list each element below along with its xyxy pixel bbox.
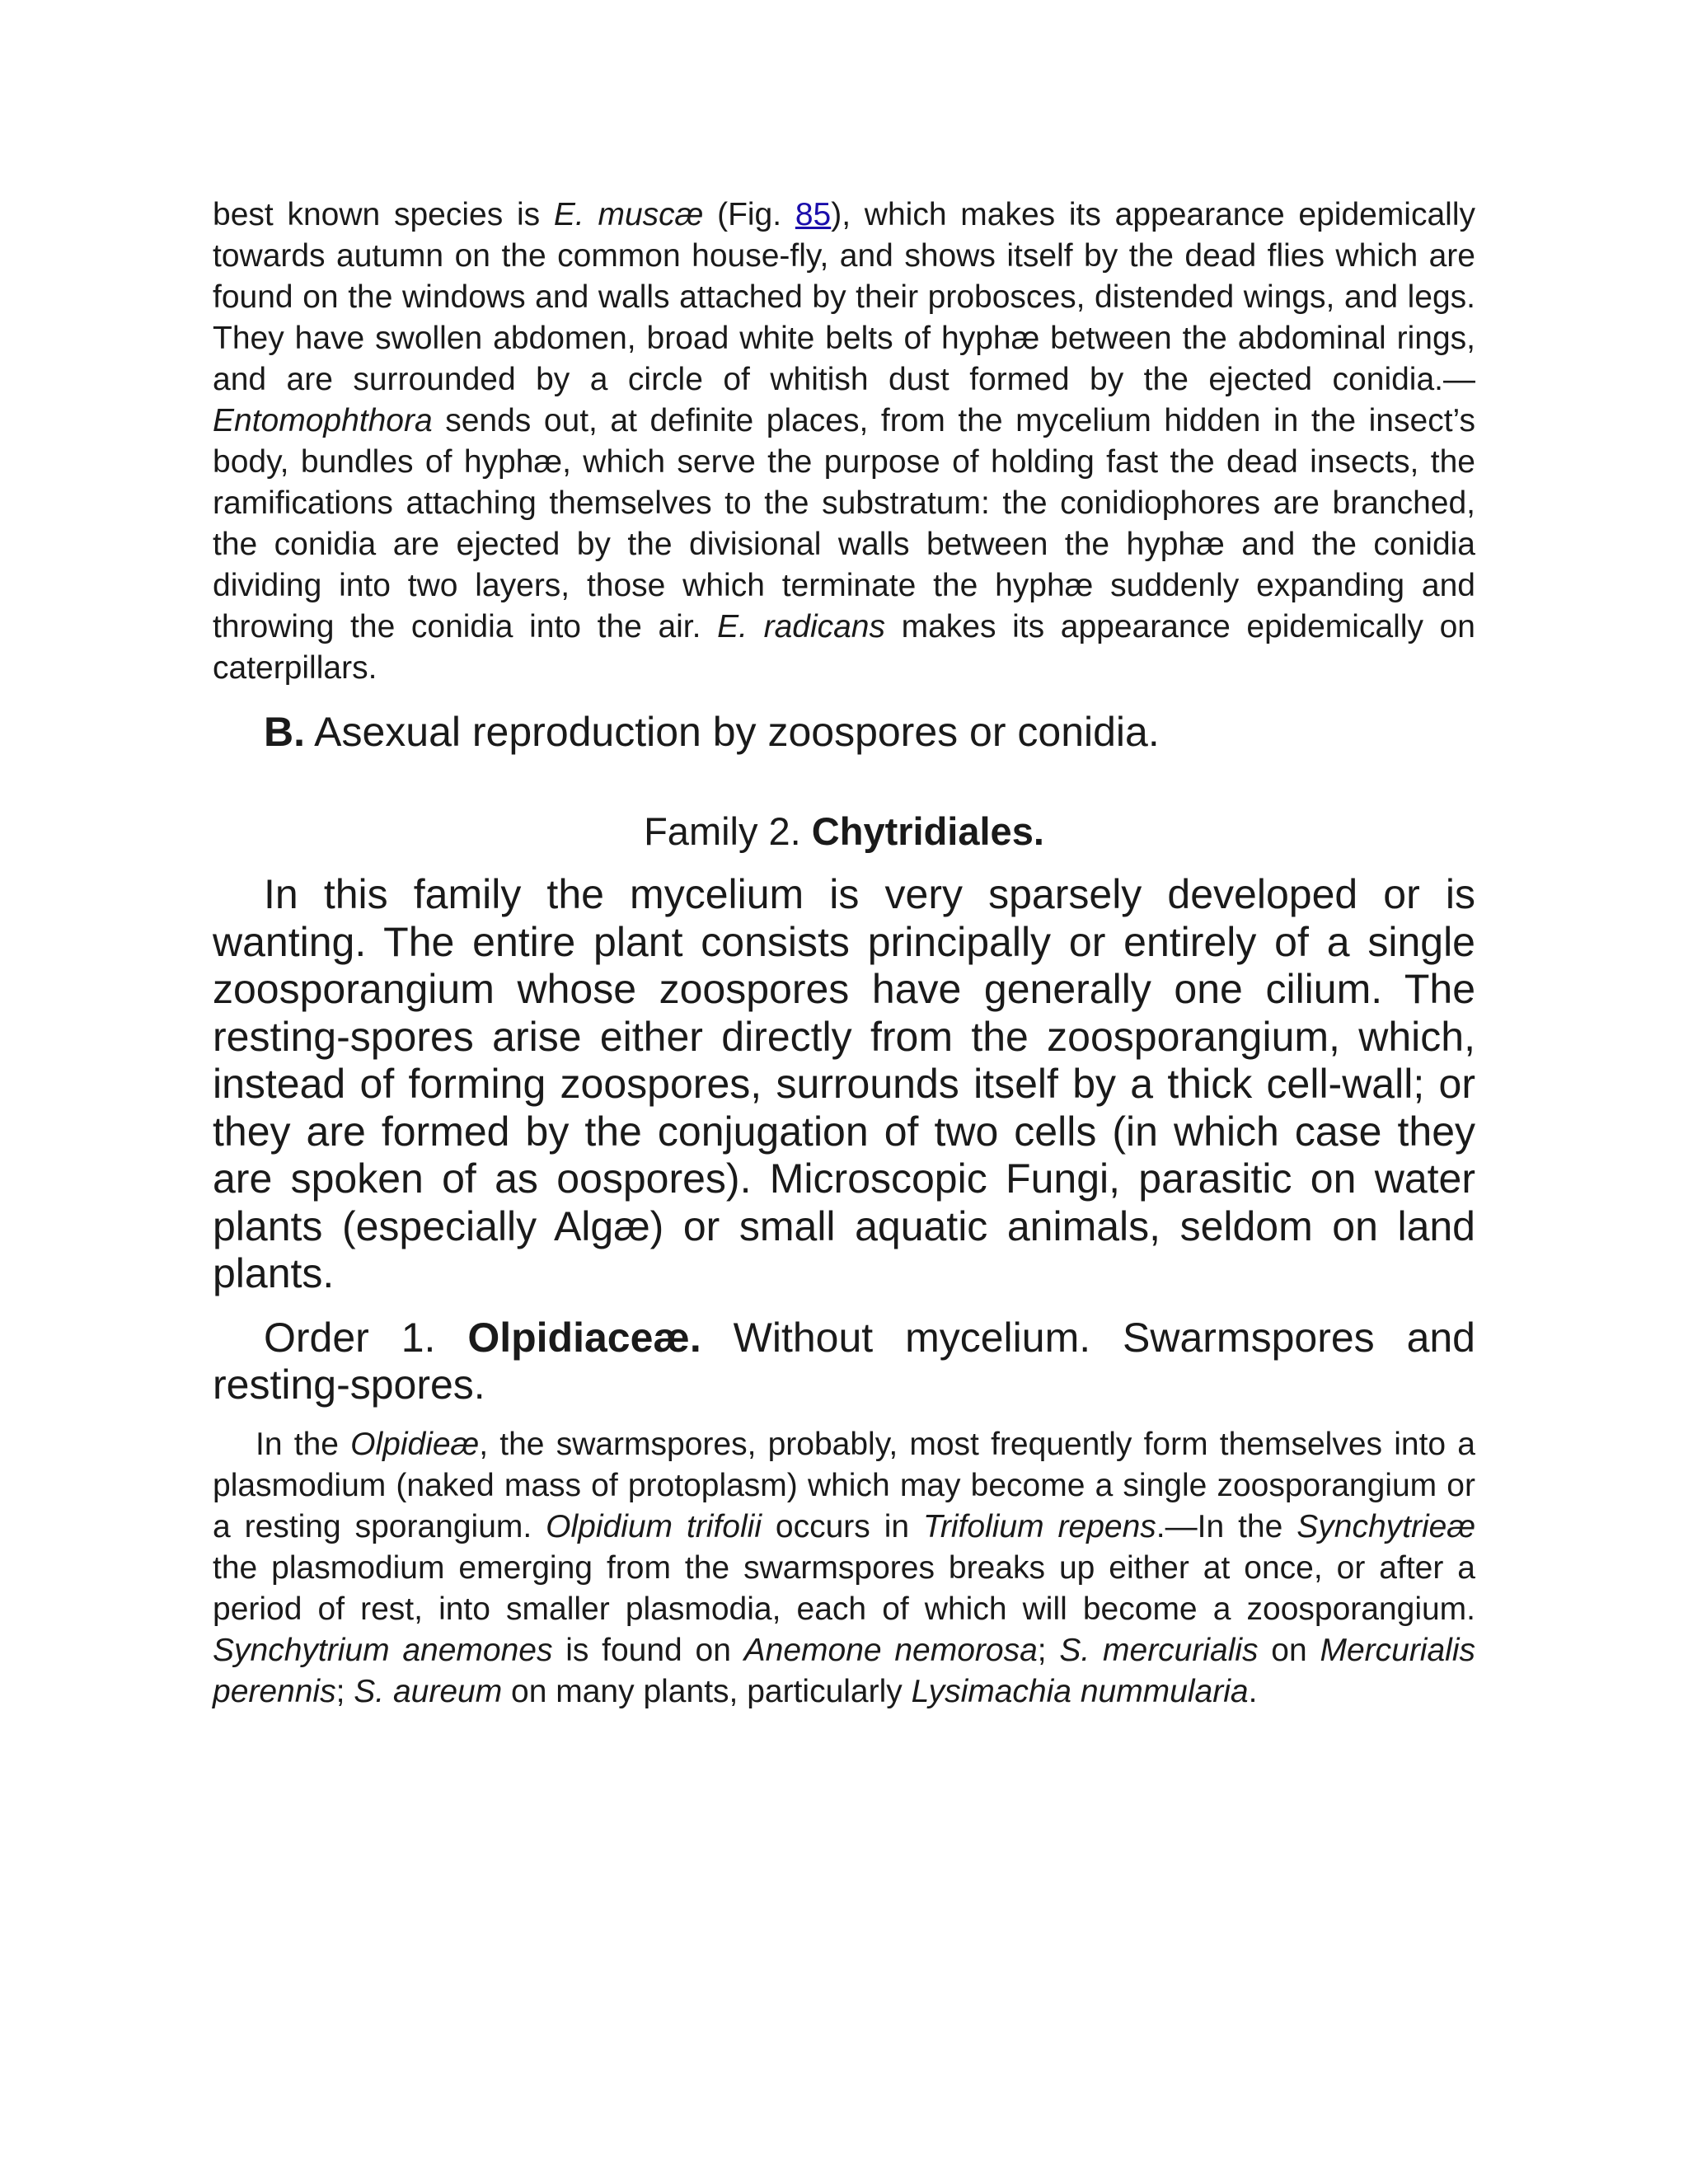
text: ), which makes its appearance epidemically towards autumn on the common house-fly, and shows itself by the dead flies which are found on the windows and walls attached by their probosces, distended wings, and legs. They have swollen abdomen, broad white belts of hyphæ between the abdominal rings, and are surrounded by a circle of whitish dust formed by the ejected conidia.— — [213, 197, 1475, 397]
species-name: Mercurialis perennis — [213, 1632, 1475, 1709]
paragraph-olpidieae — [213, 1424, 1475, 1713]
text: best known species is — [213, 197, 554, 232]
paragraph-family-description: In this family the mycelium is very sparsely developed or is wanting. The entire plant consists principally or entirely of a single zoosporangium whose zoospores have generally one cilium. The resting-spores arise either directly from the zoosporangium, which, instead of forming zoospores, surrounds itself by a thick cell-wall; or they are formed by the conjugation of two cells (in which case they are spoken of as oospores). Microscopic Fungi, parasitic on water plants (especially Algæ) or small aquatic animals, seldom on land plants. — [213, 871, 1475, 1296]
genus-name: Entomophthora — [213, 403, 433, 438]
section-text: Asexual reproduction by zoospores or conidia. — [305, 709, 1160, 755]
family-name: Chytridiales. — [811, 808, 1044, 853]
section-heading-b — [213, 709, 1475, 757]
section-label: B. — [264, 709, 305, 755]
taxon-name: Olpidieæ — [350, 1426, 480, 1462]
figure-link-85[interactable]: 85 — [795, 197, 832, 232]
text: the plasmodium emerging from the swarmspores breaks up either at once, or after a period of rest, into smaller plasmodia, each of which will become a zoosporangium. — [213, 1549, 1475, 1627]
text: , the swarmspores, probably, most frequently form themselves into a plasmodium (naked mass of protoplasm) which may become a single zoosporangium or a resting sporangium. — [213, 1426, 1475, 1544]
species-name: Olpidium trifolii — [546, 1508, 762, 1544]
species-name: Lysimachia nummularia — [911, 1673, 1249, 1709]
text: . — [1248, 1673, 1258, 1709]
species-name: Trifolium repens — [923, 1508, 1156, 1544]
taxon-name: Synchytrieæ — [1296, 1508, 1475, 1544]
text: .—In the — [1156, 1508, 1297, 1544]
order-prefix: Order 1. — [264, 1314, 468, 1361]
species-name: S. mercurialis — [1059, 1632, 1259, 1668]
species-name: E. muscæ — [553, 197, 704, 232]
text: sends out, at definite places, from the mycelium hidden in the insect’s body, bundles of hyphæ, which serve the purpose of holding fast the dead insects, the ramifications attaching themselves to the substratum: the conidiophores are branched, the conidia are ejected by the divisional walls between the hyphæ and the conidia dividing into two layers, those which terminate the hyphæ suddenly expanding and throwing the conidia into the air. — [213, 403, 1475, 644]
paragraph-entomophthora — [213, 194, 1475, 689]
order-heading — [213, 1315, 1475, 1409]
family-heading — [213, 808, 1475, 855]
family-prefix: Family 2. — [644, 808, 812, 853]
text: on — [1258, 1632, 1320, 1668]
species-name: Anemone nemorosa — [743, 1632, 1038, 1668]
order-name: Olpidiaceæ. — [467, 1314, 701, 1361]
text: makes its appearance epidemically on caterpillars. — [213, 609, 1475, 686]
text: is found on — [552, 1632, 744, 1668]
species-name: Synchytrium anemones — [213, 1632, 553, 1668]
text: on many plants, particularly — [502, 1673, 912, 1709]
page-content — [213, 194, 1475, 1713]
species-name: E. radicans — [717, 609, 885, 644]
text: ; — [335, 1673, 354, 1709]
species-name: S. aureum — [354, 1673, 503, 1709]
text: occurs in — [761, 1508, 923, 1544]
text: In the — [256, 1426, 351, 1462]
text: ; — [1037, 1632, 1060, 1668]
text: (Fig. — [703, 197, 795, 232]
order-text: Without mycelium. Swarmspores and resting-spores. — [213, 1314, 1475, 1408]
